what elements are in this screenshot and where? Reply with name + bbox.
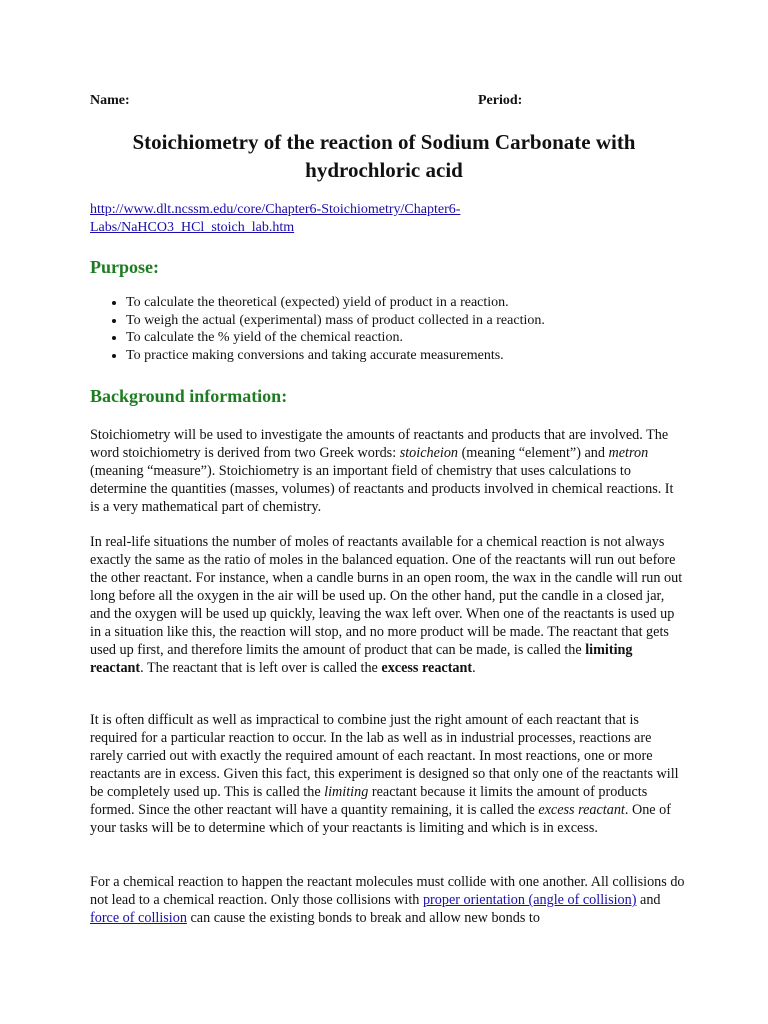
background-paragraph-2 bbox=[90, 533, 685, 677]
url-line-2: Labs/NaHCO3_HCl_stoich_lab.htm bbox=[90, 220, 295, 235]
p2-term-excess: excess reactant bbox=[381, 660, 473, 676]
p1-text-b: (meaning “element”) and bbox=[458, 445, 609, 461]
purpose-item: • To calculate the % yield of the chemical reaction. bbox=[126, 329, 686, 347]
p2-term-limiting: limiting reactant bbox=[90, 642, 633, 676]
document-title bbox=[80, 128, 688, 184]
name-label: Name: bbox=[90, 93, 130, 108]
p1-text-a: Stoichiometry will be used to investigate the amounts of reactants and products that are involved. The word stoichiometry is derived from two Greek words: bbox=[90, 427, 669, 461]
p4-text-b: and bbox=[636, 892, 661, 908]
p3-term-limiting: limiting bbox=[324, 784, 369, 800]
p1-term-metron: metron bbox=[608, 445, 649, 461]
purpose-item: • To calculate the theoretical (expected) yield of product in a reaction. bbox=[126, 294, 686, 312]
background-paragraph-1 bbox=[90, 426, 685, 516]
source-url-link[interactable] bbox=[90, 201, 460, 237]
purpose-item: • To weigh the actual (experimental) mass of product collected in a reaction. bbox=[126, 312, 686, 330]
title-line-2: hydrochloric acid bbox=[305, 158, 463, 182]
p2-text-c: . bbox=[472, 660, 476, 676]
p4-text-c: can cause the existing bonds to break and allow new bonds to bbox=[186, 910, 540, 926]
p1-text-c: (meaning “measure”). Stoichiometry is an important field of chemistry that uses calculations to determine the quantities (masses, volumes) of reactants and products involved in chemical reactions. It is a very mathematical part of chemistry. bbox=[90, 463, 674, 515]
url-line-1: http://www.dlt.ncssm.edu/core/Chapter6-Stoichiometry/Chapter6- bbox=[90, 202, 461, 217]
background-heading: Background information: bbox=[90, 386, 288, 406]
proper-orientation-link[interactable]: proper orientation (angle of collision) bbox=[422, 892, 637, 908]
background-paragraph-4 bbox=[90, 873, 685, 927]
p3-text-c: . One of your tasks will be to determine which of your reactants is limiting and which is in excess. bbox=[90, 802, 671, 836]
p3-term-excess: excess reactant bbox=[538, 802, 625, 818]
p4-text-a: For a chemical reaction to happen the reactant molecules must collide with one another. All collisions do not lead to a chemical reaction. Only those collisions with bbox=[90, 874, 685, 908]
p3-text-a: It is often difficult as well as impractical to combine just the right amount of each reactant that is required for a particular reaction to occur. In the lab as well as in industrial processes, reactions are rarely carried out with exactly the required amount of each reactant. In most reactions, one or more reactants are in excess. Given this fact, this experiment is designed so that only one of the reactants will be completely used up. This is called the bbox=[90, 712, 679, 800]
p1-term-stoicheion: stoicheion bbox=[399, 445, 459, 461]
p2-text-a: In real-life situations the number of moles of reactants available for a chemical reaction is not always exactly the same as the ratio of moles in the balanced equation. One of the reactants will run out before the other reactant. For instance, when a candle burns in an open room, the wax in the candle will run out long before all the oxygen in the air will be used up. On the other hand, put the candle in a closed jar, and the oxygen will be used up quickly, leaving the wax left over. When one of the reactants is used up in a situation like this, the reaction will stop, and no more product will be made. The reactant that gets used up first, and therefore limits the amount of product that can be made, is called the bbox=[90, 534, 683, 658]
period-label: Period: bbox=[478, 93, 523, 108]
background-paragraph-3 bbox=[90, 711, 685, 837]
force-of-collision-link[interactable]: force of collision bbox=[90, 910, 187, 926]
purpose-item: • To practice making conversions and taking accurate measurements. bbox=[126, 347, 686, 365]
p2-text-b: . The reactant that is left over is called the bbox=[140, 660, 382, 676]
title-line-1: Stoichiometry of the reaction of Sodium Carbonate with bbox=[132, 130, 636, 154]
purpose-heading: Purpose: bbox=[90, 257, 159, 277]
p3-text-b: reactant because it limits the amount of products formed. Since the other reactant will have a quantity remaining, it is called the bbox=[90, 784, 648, 818]
purpose-list bbox=[108, 294, 686, 364]
